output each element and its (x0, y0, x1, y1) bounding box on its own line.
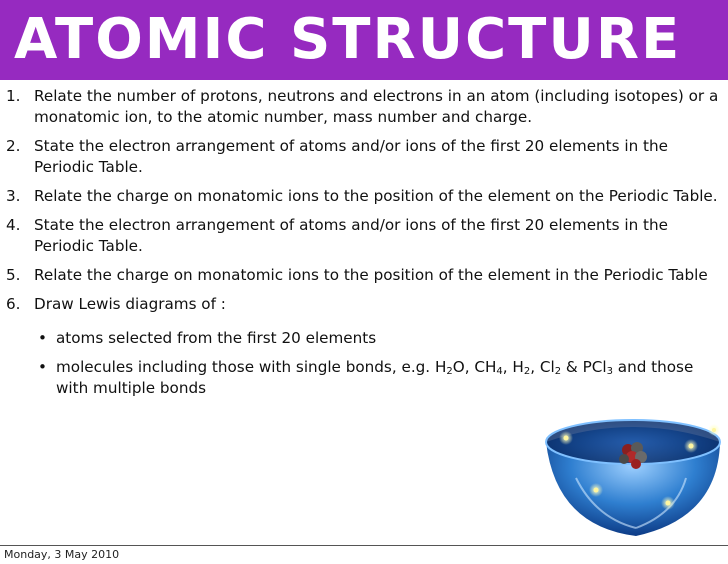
sub-bullet-text: molecules including those with single bonds, e.g. $H_2O$, $CH_4$, $H_2$, $Cl_2$ & PCl$_3$ and those with multiple bonds (56, 358, 694, 397)
objective-4 (0, 215, 724, 257)
objective-number: 3. (6, 187, 21, 205)
footer-date: Monday, 3 May 2010 (4, 548, 120, 561)
slide-title: ATOMIC STRUCTURE (14, 7, 682, 72)
objective-1 (0, 86, 724, 128)
bullet-dot: • (38, 329, 47, 347)
objective-number: 5. (6, 266, 21, 284)
objective-number: 1. (6, 87, 21, 105)
objective-2 (0, 136, 724, 178)
objective-6 (0, 294, 724, 315)
sub-bullet-atoms (0, 328, 724, 349)
objective-number: 2. (6, 137, 21, 155)
footer-divider (0, 545, 728, 546)
objective-5 (0, 265, 724, 286)
objective-number: 6. (6, 295, 21, 313)
objective-text: Relate the charge on monatomic ions to the position of the element on the Periodic Table. (34, 187, 718, 205)
sub-bullet-molecules (0, 357, 724, 399)
bullet-dot: • (38, 358, 47, 376)
objective-text: State the electron arrangement of atoms and/or ions of the first 20 elements in the Periodic Table. (34, 137, 668, 176)
title-banner (0, 0, 728, 80)
objective-number: 4. (6, 216, 21, 234)
objective-text: Draw Lewis diagrams of : (34, 295, 226, 313)
objectives-list (0, 86, 724, 407)
atom-bowl-icon (536, 408, 728, 544)
objective-3 (0, 186, 724, 207)
objective-text: State the electron arrangement of atoms and/or ions of the first 20 elements in the Periodic Table. (34, 216, 668, 255)
objective-text: Relate the charge on monatomic ions to the position of the element in the Periodic Table (34, 266, 708, 284)
sub-bullet-text: atoms selected from the first 20 elements (56, 329, 377, 347)
objective-text: Relate the number of protons, neutrons and electrons in an atom (including isotopes) or a monatomic ion, to the atomic number, mass number and charge. (34, 87, 719, 126)
